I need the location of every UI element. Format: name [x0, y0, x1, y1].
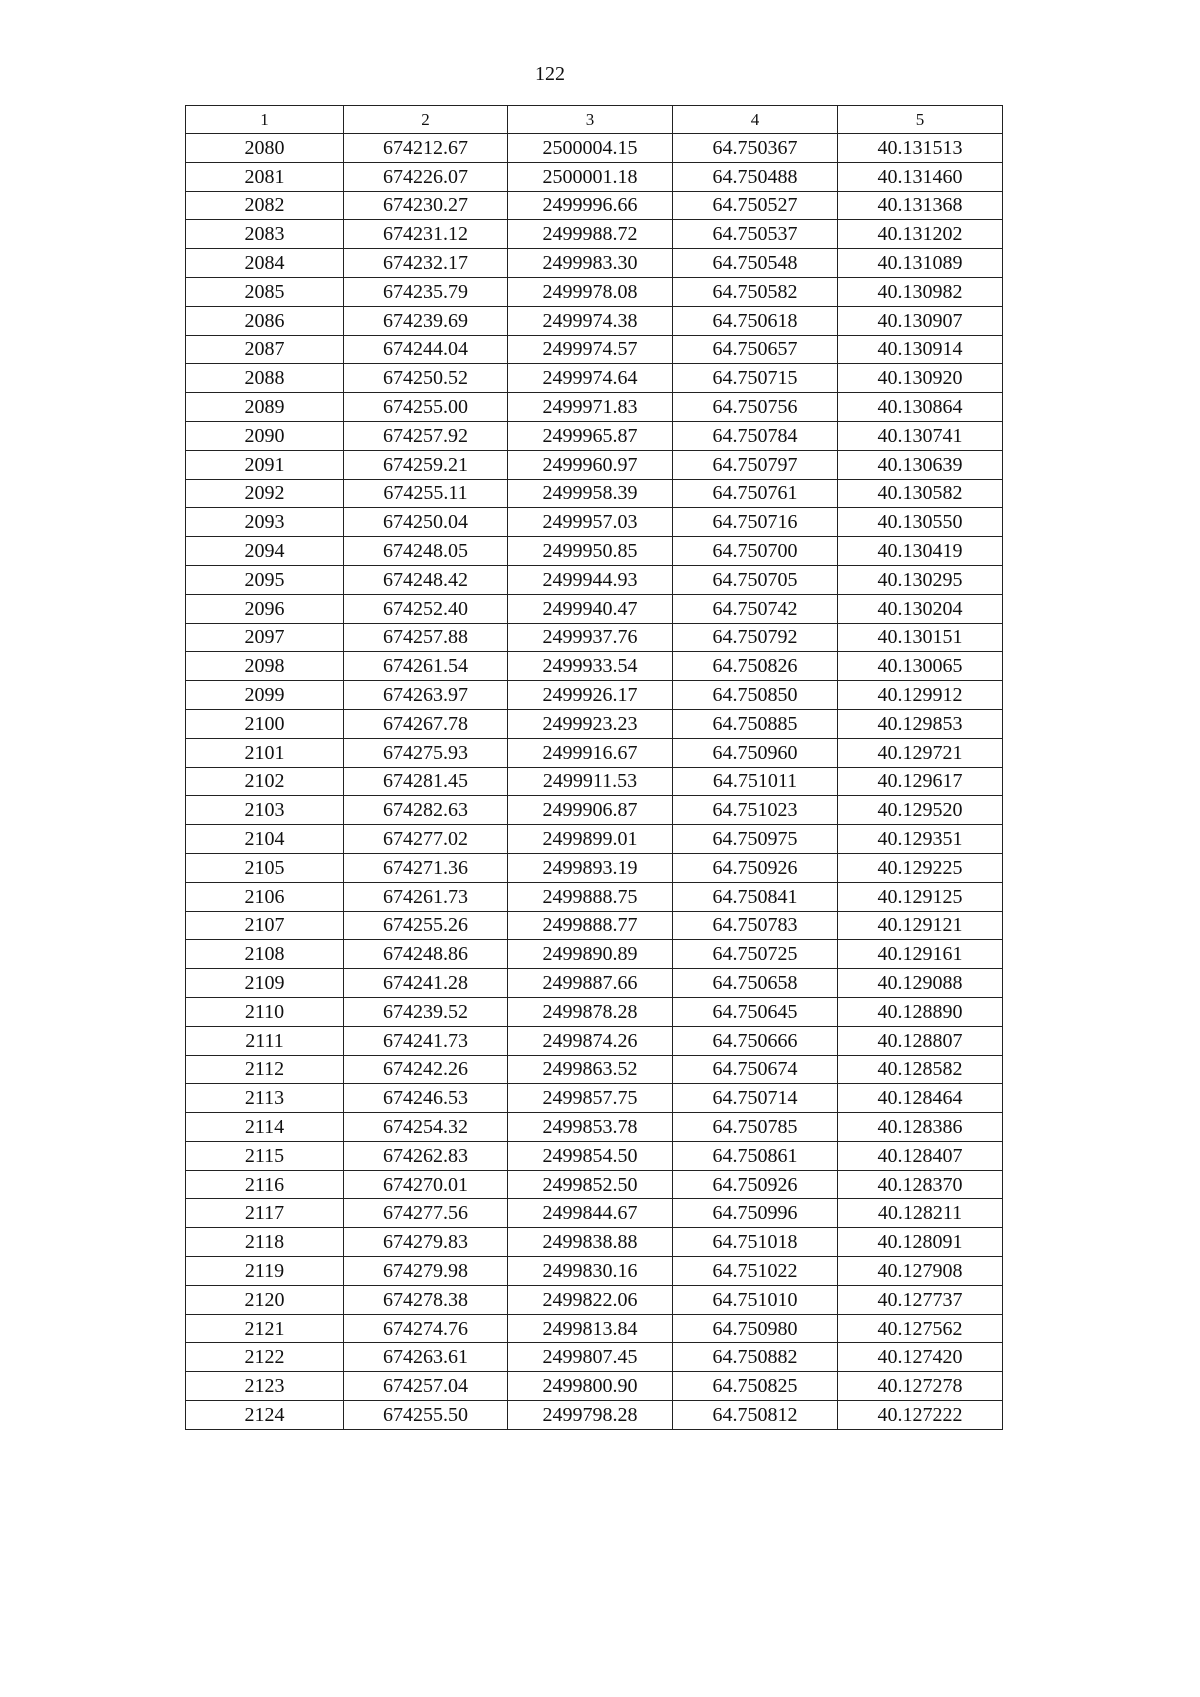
- table-cell-col-5: 40.130907: [838, 306, 1003, 335]
- table-cell-col-4: 64.750960: [673, 738, 838, 767]
- table-cell-col-2: 674255.11: [344, 479, 508, 508]
- table-cell-col-4: 64.751023: [673, 796, 838, 825]
- table-cell-col-2: 674244.04: [344, 335, 508, 364]
- table-cell-col-5: 40.128464: [838, 1084, 1003, 1113]
- table-cell-col-5: 40.130295: [838, 565, 1003, 594]
- table-cell-col-1: 2111: [186, 1026, 344, 1055]
- table-cell-col-3: 2499863.52: [508, 1055, 673, 1084]
- table-cell-col-3: 2499906.87: [508, 796, 673, 825]
- table-cell-col-2: 674271.36: [344, 853, 508, 882]
- table-cell-col-3: 2499996.66: [508, 191, 673, 220]
- table-cell-col-4: 64.750926: [673, 853, 838, 882]
- table-cell-col-1: 2082: [186, 191, 344, 220]
- table-row: [186, 853, 1003, 882]
- table-cell-col-4: 64.750488: [673, 162, 838, 191]
- table-cell-col-3: 2499965.87: [508, 421, 673, 450]
- table-cell-col-2: 674263.97: [344, 681, 508, 710]
- table-cell-col-2: 674281.45: [344, 767, 508, 796]
- table-cell-col-5: 40.129351: [838, 825, 1003, 854]
- table-row: [186, 1372, 1003, 1401]
- table-cell-col-5: 40.131368: [838, 191, 1003, 220]
- table-cell-col-2: 674226.07: [344, 162, 508, 191]
- table-cell-col-1: 2122: [186, 1343, 344, 1372]
- table-cell-col-4: 64.750784: [673, 421, 838, 450]
- table-cell-col-1: 2093: [186, 508, 344, 537]
- table-cell-col-5: 40.131460: [838, 162, 1003, 191]
- table-cell-col-3: 2499958.39: [508, 479, 673, 508]
- table-cell-col-2: 674231.12: [344, 220, 508, 249]
- table-cell-col-2: 674212.67: [344, 134, 508, 163]
- table-cell-col-2: 674250.04: [344, 508, 508, 537]
- table-cell-col-1: 2123: [186, 1372, 344, 1401]
- table-header-row: [186, 106, 1003, 134]
- table-row: [186, 220, 1003, 249]
- table-cell-col-3: 2499950.85: [508, 537, 673, 566]
- table-row: [186, 191, 1003, 220]
- table-cell-col-2: 674259.21: [344, 450, 508, 479]
- table-cell-col-2: 674267.78: [344, 709, 508, 738]
- table-cell-col-4: 64.750714: [673, 1084, 838, 1113]
- table-cell-col-4: 64.750885: [673, 709, 838, 738]
- table-cell-col-2: 674282.63: [344, 796, 508, 825]
- table-cell-col-3: 2499911.53: [508, 767, 673, 796]
- table-cell-col-5: 40.129225: [838, 853, 1003, 882]
- table-row: [186, 1055, 1003, 1084]
- table-row: [186, 1257, 1003, 1286]
- column-header-4: 4: [673, 106, 838, 134]
- table-row: [186, 594, 1003, 623]
- table-row: [186, 450, 1003, 479]
- table-cell-col-1: 2117: [186, 1199, 344, 1228]
- table-cell-col-4: 64.751022: [673, 1257, 838, 1286]
- table-cell-col-4: 64.750825: [673, 1372, 838, 1401]
- table-cell-col-4: 64.750841: [673, 882, 838, 911]
- table-cell-col-3: 2499978.08: [508, 277, 673, 306]
- table-cell-col-5: 40.130582: [838, 479, 1003, 508]
- table-cell-col-5: 40.129161: [838, 940, 1003, 969]
- table-cell-col-2: 674257.92: [344, 421, 508, 450]
- table-cell-col-4: 64.750812: [673, 1401, 838, 1430]
- table-cell-col-1: 2085: [186, 277, 344, 306]
- table-cell-col-2: 674261.54: [344, 652, 508, 681]
- table-row: [186, 882, 1003, 911]
- table-cell-col-1: 2087: [186, 335, 344, 364]
- table-row: [186, 335, 1003, 364]
- table-row: [186, 364, 1003, 393]
- table-cell-col-2: 674275.93: [344, 738, 508, 767]
- table-cell-col-5: 40.130204: [838, 594, 1003, 623]
- table-row: [186, 825, 1003, 854]
- table-row: [186, 134, 1003, 163]
- table-cell-col-2: 674241.73: [344, 1026, 508, 1055]
- table-cell-col-3: 2499933.54: [508, 652, 673, 681]
- table-cell-col-2: 674241.28: [344, 969, 508, 998]
- table-cell-col-5: 40.129617: [838, 767, 1003, 796]
- table-cell-col-5: 40.128211: [838, 1199, 1003, 1228]
- table-cell-col-2: 674277.56: [344, 1199, 508, 1228]
- table-cell-col-1: 2120: [186, 1285, 344, 1314]
- table-cell-col-3: 2499874.26: [508, 1026, 673, 1055]
- table-cell-col-1: 2098: [186, 652, 344, 681]
- column-header-5: 5: [838, 106, 1003, 134]
- table-cell-col-3: 2499893.19: [508, 853, 673, 882]
- table-cell-col-1: 2121: [186, 1314, 344, 1343]
- table-row: [186, 767, 1003, 796]
- table-cell-col-5: 40.129520: [838, 796, 1003, 825]
- table-cell-col-5: 40.130639: [838, 450, 1003, 479]
- table-cell-col-1: 2113: [186, 1084, 344, 1113]
- table-cell-col-1: 2119: [186, 1257, 344, 1286]
- table-cell-col-2: 674248.05: [344, 537, 508, 566]
- table-cell-col-1: 2092: [186, 479, 344, 508]
- table-cell-col-4: 64.750657: [673, 335, 838, 364]
- table-cell-col-3: 2499899.01: [508, 825, 673, 854]
- table-cell-col-1: 2095: [186, 565, 344, 594]
- table-cell-col-4: 64.750826: [673, 652, 838, 681]
- table-row: [186, 393, 1003, 422]
- table-cell-col-3: 2499807.45: [508, 1343, 673, 1372]
- table-cell-col-5: 40.130550: [838, 508, 1003, 537]
- table-cell-col-5: 40.127222: [838, 1401, 1003, 1430]
- table-cell-col-1: 2099: [186, 681, 344, 710]
- table-cell-col-4: 64.751010: [673, 1285, 838, 1314]
- table-cell-col-5: 40.128582: [838, 1055, 1003, 1084]
- table-row: [186, 277, 1003, 306]
- table-cell-col-2: 674270.01: [344, 1170, 508, 1199]
- table-cell-col-2: 674257.88: [344, 623, 508, 652]
- table-cell-col-2: 674239.52: [344, 997, 508, 1026]
- table-cell-col-4: 64.750666: [673, 1026, 838, 1055]
- table-cell-col-5: 40.129121: [838, 911, 1003, 940]
- table-cell-col-5: 40.128890: [838, 997, 1003, 1026]
- table-cell-col-3: 2499971.83: [508, 393, 673, 422]
- table-cell-col-2: 674235.79: [344, 277, 508, 306]
- table-cell-col-1: 2110: [186, 997, 344, 1026]
- table-cell-col-1: 2101: [186, 738, 344, 767]
- table-row: [186, 1113, 1003, 1142]
- table-cell-col-4: 64.750850: [673, 681, 838, 710]
- table-cell-col-2: 674257.04: [344, 1372, 508, 1401]
- table-cell-col-4: 64.750882: [673, 1343, 838, 1372]
- table-cell-col-5: 40.129912: [838, 681, 1003, 710]
- table-cell-col-1: 2090: [186, 421, 344, 450]
- table-cell-col-4: 64.750756: [673, 393, 838, 422]
- table-cell-col-5: 40.130864: [838, 393, 1003, 422]
- table-cell-col-3: 2499838.88: [508, 1228, 673, 1257]
- table-cell-col-1: 2109: [186, 969, 344, 998]
- table-cell-col-4: 64.750975: [673, 825, 838, 854]
- table-cell-col-2: 674254.32: [344, 1113, 508, 1142]
- table-cell-col-1: 2108: [186, 940, 344, 969]
- table-cell-col-4: 64.750582: [673, 277, 838, 306]
- table-row: [186, 969, 1003, 998]
- table-row: [186, 1141, 1003, 1170]
- table-cell-col-4: 64.750797: [673, 450, 838, 479]
- table-cell-col-2: 674255.00: [344, 393, 508, 422]
- table-cell-col-3: 2499857.75: [508, 1084, 673, 1113]
- table-cell-col-3: 2499923.23: [508, 709, 673, 738]
- table-cell-col-1: 2103: [186, 796, 344, 825]
- table-cell-col-4: 64.750785: [673, 1113, 838, 1142]
- table-cell-col-5: 40.129088: [838, 969, 1003, 998]
- table-cell-col-5: 40.128386: [838, 1113, 1003, 1142]
- table-cell-col-5: 40.131202: [838, 220, 1003, 249]
- table-cell-col-1: 2104: [186, 825, 344, 854]
- table-cell-col-4: 64.750861: [673, 1141, 838, 1170]
- table-cell-col-1: 2102: [186, 767, 344, 796]
- table-cell-col-2: 674261.73: [344, 882, 508, 911]
- table-cell-col-4: 64.750367: [673, 134, 838, 163]
- table-cell-col-5: 40.129721: [838, 738, 1003, 767]
- table-cell-col-5: 40.130914: [838, 335, 1003, 364]
- table-cell-col-1: 2105: [186, 853, 344, 882]
- table-cell-col-3: 2499974.57: [508, 335, 673, 364]
- table-cell-col-5: 40.130419: [838, 537, 1003, 566]
- table-cell-col-5: 40.128370: [838, 1170, 1003, 1199]
- table-cell-col-4: 64.750725: [673, 940, 838, 969]
- table-cell-col-3: 2499854.50: [508, 1141, 673, 1170]
- table-cell-col-4: 64.750783: [673, 911, 838, 940]
- table-row: [186, 1170, 1003, 1199]
- table-cell-col-4: 64.750618: [673, 306, 838, 335]
- table-cell-col-1: 2096: [186, 594, 344, 623]
- table-cell-col-4: 64.750527: [673, 191, 838, 220]
- column-header-3: 3: [508, 106, 673, 134]
- table-cell-col-5: 40.129853: [838, 709, 1003, 738]
- table-cell-col-3: 2499926.17: [508, 681, 673, 710]
- table-cell-col-5: 40.127562: [838, 1314, 1003, 1343]
- table-row: [186, 681, 1003, 710]
- table-row: [186, 421, 1003, 450]
- table-cell-col-2: 674248.86: [344, 940, 508, 969]
- table-row: [186, 997, 1003, 1026]
- table-cell-col-5: 40.128091: [838, 1228, 1003, 1257]
- table-cell-col-1: 2084: [186, 249, 344, 278]
- table-cell-col-2: 674255.50: [344, 1401, 508, 1430]
- table-cell-col-4: 64.750792: [673, 623, 838, 652]
- table-row: [186, 479, 1003, 508]
- table-row: [186, 1343, 1003, 1372]
- table-cell-col-2: 674278.38: [344, 1285, 508, 1314]
- table-cell-col-1: 2094: [186, 537, 344, 566]
- table-cell-col-4: 64.750980: [673, 1314, 838, 1343]
- table-cell-col-1: 2116: [186, 1170, 344, 1199]
- table-cell-col-3: 2499974.64: [508, 364, 673, 393]
- table-row: [186, 306, 1003, 335]
- table-cell-col-1: 2080: [186, 134, 344, 163]
- table-row: [186, 1228, 1003, 1257]
- table-cell-col-2: 674250.52: [344, 364, 508, 393]
- table-cell-col-4: 64.750537: [673, 220, 838, 249]
- table-row: [186, 911, 1003, 940]
- table-cell-col-1: 2089: [186, 393, 344, 422]
- table-cell-col-1: 2107: [186, 911, 344, 940]
- table-cell-col-2: 674277.02: [344, 825, 508, 854]
- table-cell-col-4: 64.751011: [673, 767, 838, 796]
- table-row: [186, 1199, 1003, 1228]
- table-cell-col-1: 2097: [186, 623, 344, 652]
- table-row: [186, 796, 1003, 825]
- table-cell-col-3: 2499878.28: [508, 997, 673, 1026]
- table-cell-col-1: 2081: [186, 162, 344, 191]
- table-cell-col-3: 2499988.72: [508, 220, 673, 249]
- table-cell-col-5: 40.130151: [838, 623, 1003, 652]
- table-cell-col-5: 40.127908: [838, 1257, 1003, 1286]
- table-cell-col-3: 2499853.78: [508, 1113, 673, 1142]
- table-cell-col-2: 674252.40: [344, 594, 508, 623]
- table-row: [186, 738, 1003, 767]
- table-cell-col-3: 2499888.77: [508, 911, 673, 940]
- table-cell-col-3: 2499852.50: [508, 1170, 673, 1199]
- table-row: [186, 623, 1003, 652]
- table-cell-col-1: 2100: [186, 709, 344, 738]
- table-cell-col-5: 40.131089: [838, 249, 1003, 278]
- table-cell-col-3: 2499937.76: [508, 623, 673, 652]
- table-cell-col-3: 2500004.15: [508, 134, 673, 163]
- table-cell-col-2: 674274.76: [344, 1314, 508, 1343]
- table-cell-col-1: 2118: [186, 1228, 344, 1257]
- table-cell-col-3: 2499822.06: [508, 1285, 673, 1314]
- table-cell-col-1: 2112: [186, 1055, 344, 1084]
- table-cell-col-1: 2083: [186, 220, 344, 249]
- table-row: [186, 940, 1003, 969]
- table-cell-col-3: 2499887.66: [508, 969, 673, 998]
- table-cell-col-2: 674263.61: [344, 1343, 508, 1372]
- table-cell-col-4: 64.750700: [673, 537, 838, 566]
- table-cell-col-1: 2124: [186, 1401, 344, 1430]
- table-row: [186, 1026, 1003, 1055]
- table-cell-col-3: 2499890.89: [508, 940, 673, 969]
- table-cell-col-1: 2114: [186, 1113, 344, 1142]
- table-cell-col-1: 2086: [186, 306, 344, 335]
- table-cell-col-2: 674232.17: [344, 249, 508, 278]
- table-cell-col-4: 64.750715: [673, 364, 838, 393]
- table-row: [186, 1285, 1003, 1314]
- table-row: [186, 1314, 1003, 1343]
- table-row: [186, 1084, 1003, 1113]
- column-header-2: 2: [344, 106, 508, 134]
- table-cell-col-1: 2106: [186, 882, 344, 911]
- table-row: [186, 537, 1003, 566]
- table-cell-col-5: 40.127278: [838, 1372, 1003, 1401]
- table-cell-col-5: 40.130982: [838, 277, 1003, 306]
- table-row: [186, 1401, 1003, 1430]
- table-cell-col-2: 674255.26: [344, 911, 508, 940]
- table-cell-col-3: 2499813.84: [508, 1314, 673, 1343]
- table-cell-col-3: 2499957.03: [508, 508, 673, 537]
- table-cell-col-2: 674279.98: [344, 1257, 508, 1286]
- table-cell-col-1: 2115: [186, 1141, 344, 1170]
- table-cell-col-5: 40.130920: [838, 364, 1003, 393]
- table-cell-col-3: 2499944.93: [508, 565, 673, 594]
- table-row: [186, 652, 1003, 681]
- table-cell-col-1: 2091: [186, 450, 344, 479]
- column-header-1: 1: [186, 106, 344, 134]
- table-cell-col-2: 674248.42: [344, 565, 508, 594]
- table-cell-col-3: 2499940.47: [508, 594, 673, 623]
- table-cell-col-1: 2088: [186, 364, 344, 393]
- table-cell-col-4: 64.750926: [673, 1170, 838, 1199]
- table-cell-col-2: 674246.53: [344, 1084, 508, 1113]
- table-cell-col-4: 64.751018: [673, 1228, 838, 1257]
- table-row: [186, 508, 1003, 537]
- table-cell-col-5: 40.128807: [838, 1026, 1003, 1055]
- table-cell-col-4: 64.750645: [673, 997, 838, 1026]
- table-cell-col-4: 64.750674: [673, 1055, 838, 1084]
- table-row: [186, 162, 1003, 191]
- table-cell-col-4: 64.750761: [673, 479, 838, 508]
- table-cell-col-3: 2499888.75: [508, 882, 673, 911]
- table-cell-col-4: 64.750716: [673, 508, 838, 537]
- table-cell-col-3: 2499974.38: [508, 306, 673, 335]
- table-cell-col-2: 674230.27: [344, 191, 508, 220]
- table-cell-col-3: 2499800.90: [508, 1372, 673, 1401]
- table-cell-col-5: 40.127737: [838, 1285, 1003, 1314]
- table-row: [186, 565, 1003, 594]
- table-row: [186, 249, 1003, 278]
- table-body: [186, 106, 1003, 1430]
- table-row: [186, 709, 1003, 738]
- table-cell-col-5: 40.129125: [838, 882, 1003, 911]
- table-cell-col-3: 2500001.18: [508, 162, 673, 191]
- table-cell-col-3: 2499960.97: [508, 450, 673, 479]
- coordinates-table: [185, 105, 1003, 1430]
- table-cell-col-4: 64.750996: [673, 1199, 838, 1228]
- table-cell-col-2: 674239.69: [344, 306, 508, 335]
- table-cell-col-2: 674279.83: [344, 1228, 508, 1257]
- table-cell-col-5: 40.128407: [838, 1141, 1003, 1170]
- table-cell-col-4: 64.750705: [673, 565, 838, 594]
- page-number: 122: [535, 63, 565, 85]
- table-cell-col-5: 40.130741: [838, 421, 1003, 450]
- table-cell-col-4: 64.750658: [673, 969, 838, 998]
- table-cell-col-2: 674262.83: [344, 1141, 508, 1170]
- table-cell-col-3: 2499983.30: [508, 249, 673, 278]
- table-cell-col-3: 2499830.16: [508, 1257, 673, 1286]
- table-cell-col-5: 40.127420: [838, 1343, 1003, 1372]
- table-cell-col-2: 674242.26: [344, 1055, 508, 1084]
- table-cell-col-3: 2499844.67: [508, 1199, 673, 1228]
- table-cell-col-3: 2499916.67: [508, 738, 673, 767]
- table-cell-col-3: 2499798.28: [508, 1401, 673, 1430]
- table-cell-col-5: 40.131513: [838, 134, 1003, 163]
- table-cell-col-4: 64.750548: [673, 249, 838, 278]
- table-cell-col-4: 64.750742: [673, 594, 838, 623]
- table-cell-col-5: 40.130065: [838, 652, 1003, 681]
